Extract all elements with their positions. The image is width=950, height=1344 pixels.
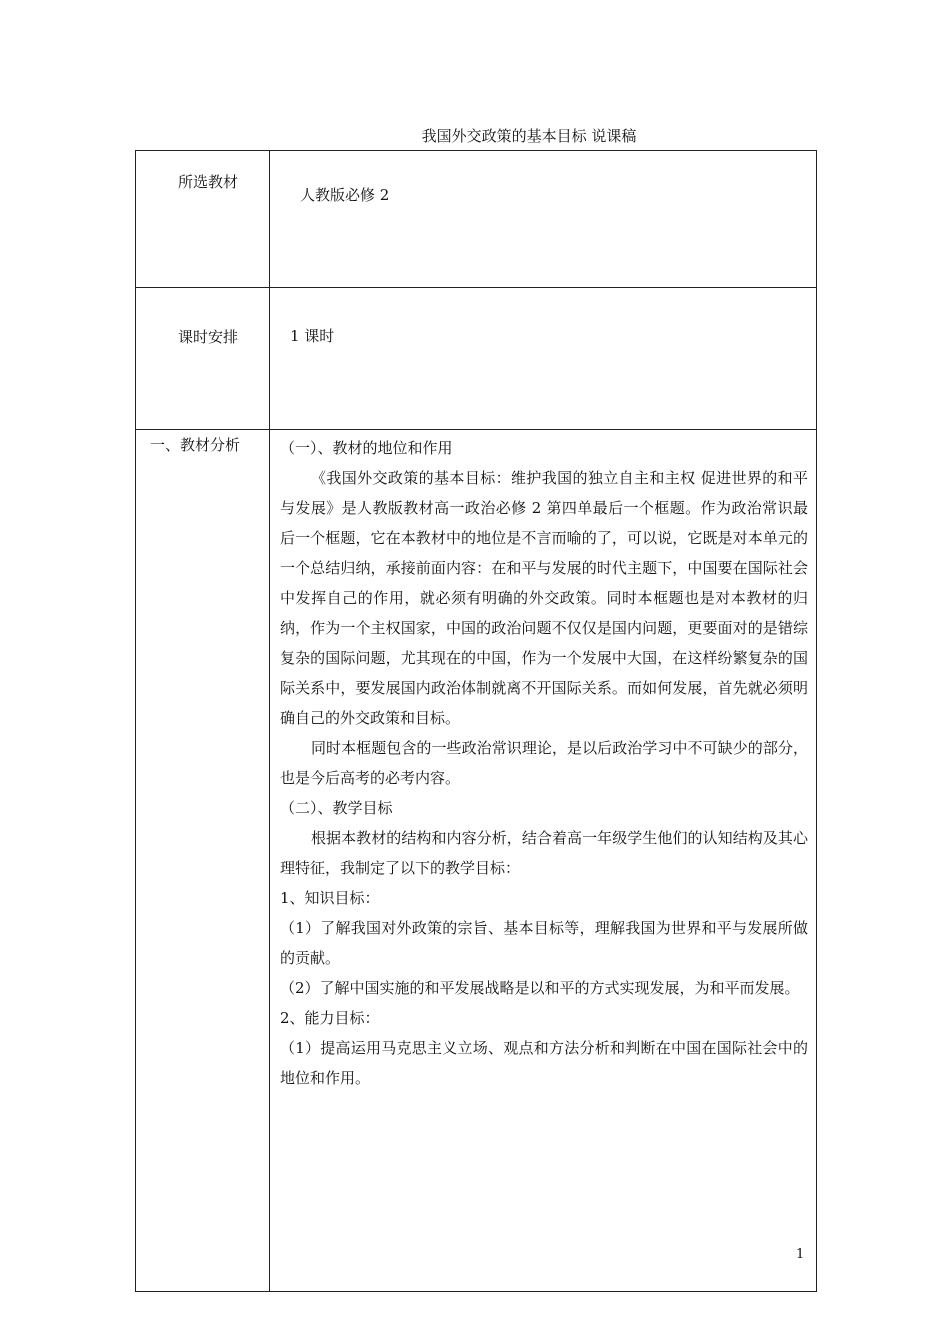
analysis-content bbox=[270, 430, 817, 1292]
analysis-label: 一、教材分析 bbox=[136, 430, 270, 1292]
lesson-table bbox=[135, 150, 817, 1292]
body-paragraph: 《我国外交政策的基本目标：维护我国的独立自主和主权 促进世界的和平与发展》是人教版教材高一政治必修 2 第四单最后一个框题。作为政治常识最后一个框题，它在本教材中的地位是不言而喻的了，可以说，它既是对本单元的一个总结归纳，承接前面内容：在和平与发展的时代主题下，中国要在国际社会中发挥自己的作用，就必须有明确的外交政策。同时本框题也是对本教材的归纳，作为一个主权国家，中国的政治问题不仅仅是国内问题，更要面对的是错综复杂的国际问题，尤其现在的中国，作为一个发展中大国，在这样纷繁复杂的国际关系中，要发展国内政治体制就离不开国际关系。而如何发展，首先就必须明确自己的外交政策和目标。 bbox=[280, 469, 808, 727]
table-row-schedule bbox=[136, 288, 817, 430]
table-row-textbook bbox=[136, 151, 817, 288]
page-number: 1 bbox=[796, 1247, 805, 1262]
list-item: （1）提高运用马克思主义立场、观点和方法分析和判断在中国在国际社会中的地位和作用。 bbox=[280, 1039, 808, 1087]
table-row-analysis bbox=[136, 430, 817, 1292]
subsection-heading: 1、知识目标： bbox=[280, 889, 380, 907]
section-heading: （一）、教材的地位和作用 bbox=[280, 439, 453, 457]
list-item: （1）了解我国对外政策的宗旨、基本目标等，理解我国为世界和平与发展所做的贡献。 bbox=[280, 919, 808, 967]
schedule-label: 课时安排 bbox=[136, 288, 270, 430]
body-paragraph: 根据本教材的结构和内容分析，结合着高一年级学生他们的认知结构及其心理特征，我制定了以下的教学目标： bbox=[280, 829, 808, 877]
subsection-heading: 2、能力目标： bbox=[280, 1009, 380, 1027]
page-title: 我国外交政策的基本目标 说课稿 bbox=[421, 127, 637, 145]
body-paragraph: 同时本框题包含的一些政治常识理论，是以后政治学习中不可缺少的部分，也是今后高考的必考内容。 bbox=[280, 739, 808, 787]
textbook-label: 所选教材 bbox=[136, 151, 270, 288]
section-heading: （二）、教学目标 bbox=[280, 799, 393, 817]
schedule-value: 1 课时 bbox=[270, 288, 817, 430]
textbook-value: 人教版必修 2 bbox=[270, 151, 817, 288]
list-item: （2）了解中国实施的和平发展战略是以和平的方式实现发展，为和平而发展。 bbox=[280, 979, 800, 997]
